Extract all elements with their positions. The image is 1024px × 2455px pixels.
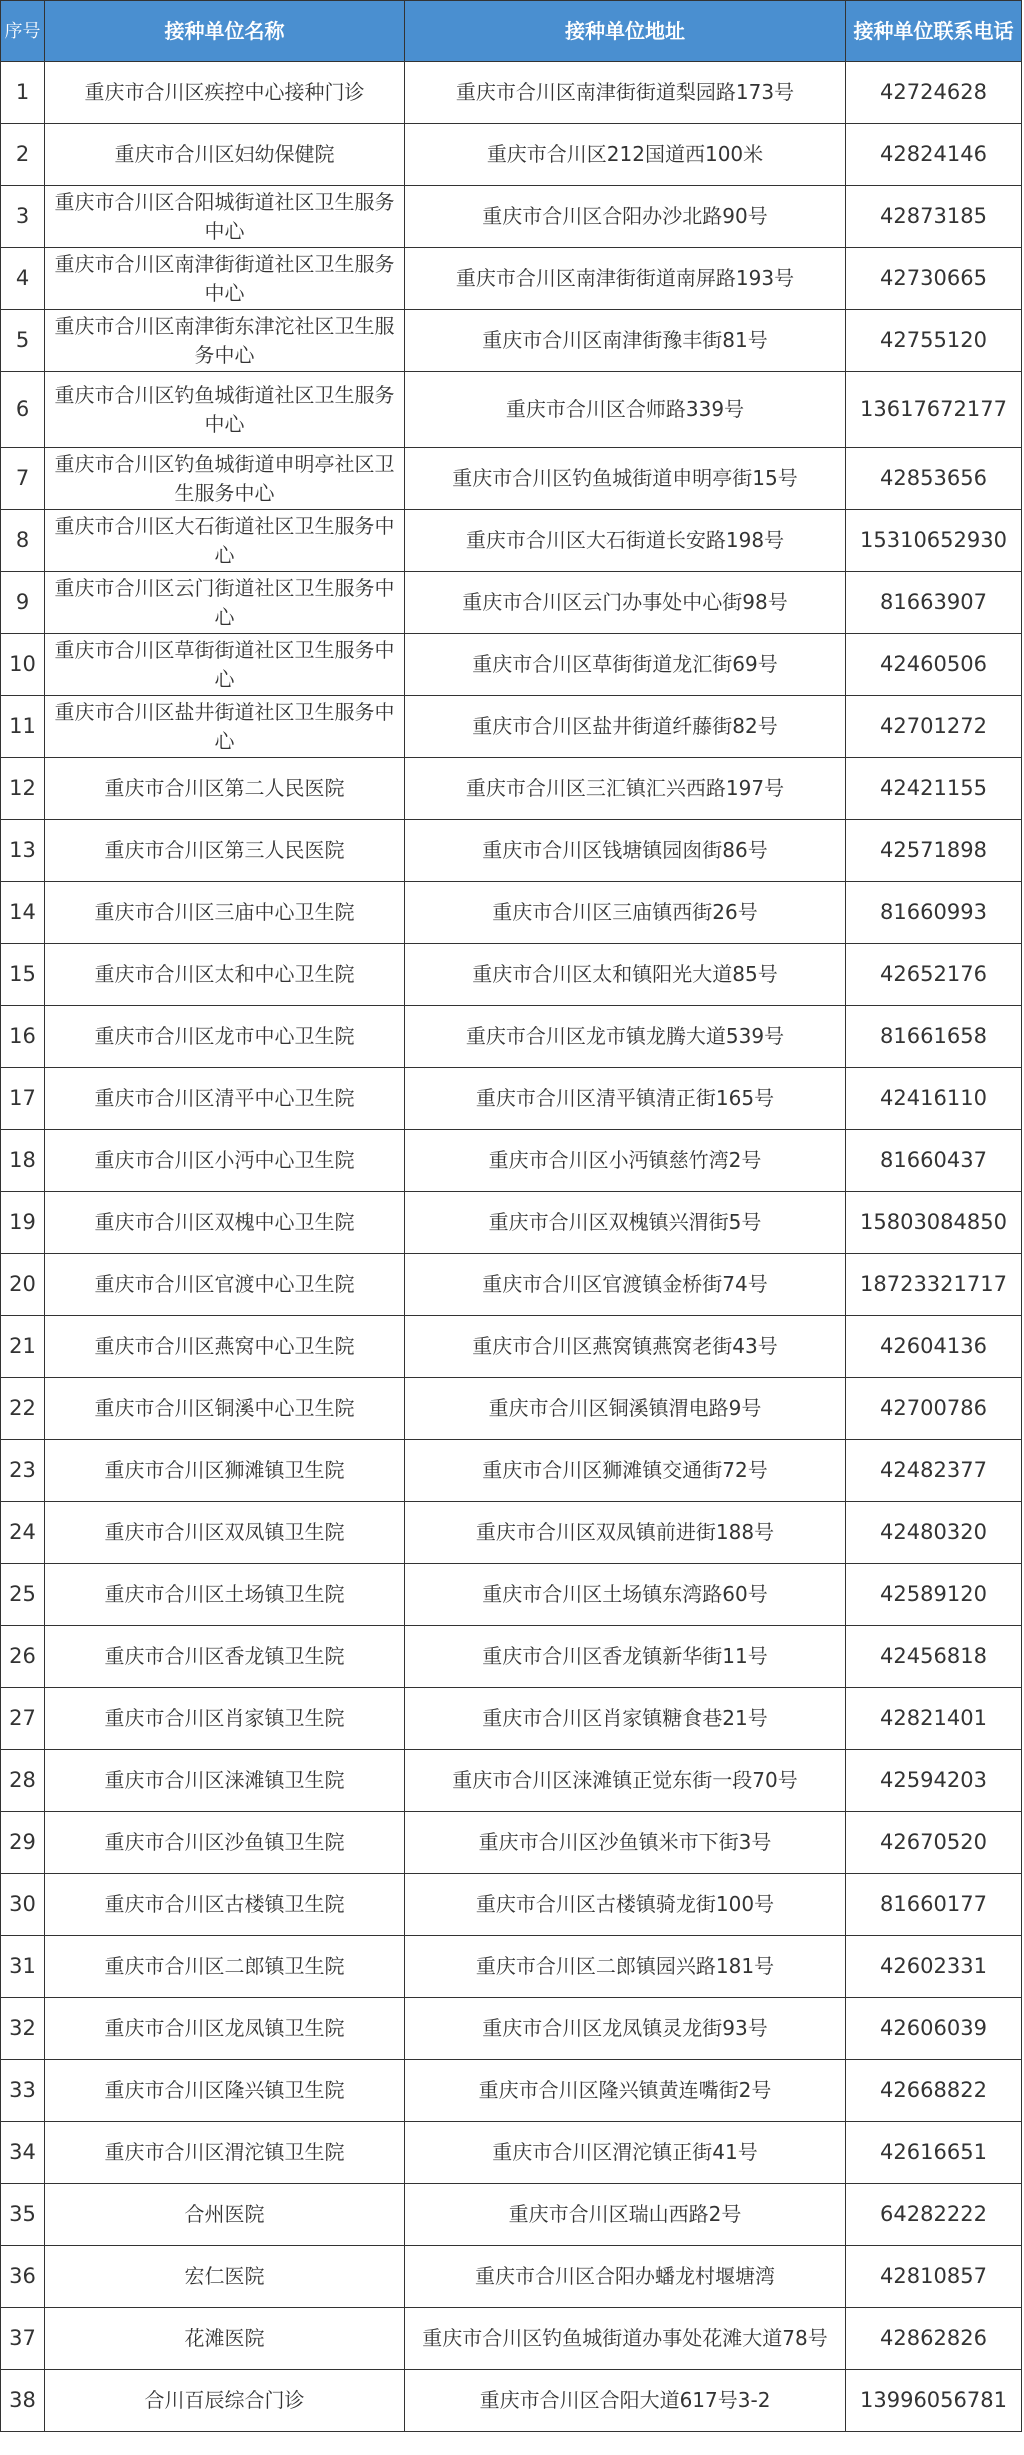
site-phone: 15310652930 <box>846 510 1022 572</box>
row-index: 19 <box>1 1192 45 1254</box>
table-row <box>1 882 1022 944</box>
site-name: 重庆市合川区草街街道社区卫生服务中心 <box>45 634 405 696</box>
site-phone: 13617672177 <box>846 372 1022 448</box>
site-address: 重庆市合川区盐井街道纤藤街82号 <box>405 696 846 758</box>
site-address: 重庆市合川区涞滩镇正觉东街一段70号 <box>405 1750 846 1812</box>
table-row <box>1 1316 1022 1378</box>
table-row <box>1 2060 1022 2122</box>
site-name: 重庆市合川区太和中心卫生院 <box>45 944 405 1006</box>
site-phone: 42416110 <box>846 1068 1022 1130</box>
table-row <box>1 1750 1022 1812</box>
row-index: 30 <box>1 1874 45 1936</box>
site-phone: 42456818 <box>846 1626 1022 1688</box>
table-row <box>1 944 1022 1006</box>
row-index: 9 <box>1 572 45 634</box>
table-row <box>1 1440 1022 1502</box>
header-name: 接种单位名称 <box>45 1 405 62</box>
table-row <box>1 696 1022 758</box>
site-phone: 42701272 <box>846 696 1022 758</box>
row-index: 8 <box>1 510 45 572</box>
header-address: 接种单位地址 <box>405 1 846 62</box>
site-phone: 42668822 <box>846 2060 1022 2122</box>
site-name: 重庆市合川区香龙镇卫生院 <box>45 1626 405 1688</box>
site-address: 重庆市合川区铜溪镇渭电路9号 <box>405 1378 846 1440</box>
table-row <box>1 1378 1022 1440</box>
row-index: 4 <box>1 248 45 310</box>
row-index: 37 <box>1 2308 45 2370</box>
site-address: 重庆市合川区古楼镇骑龙街100号 <box>405 1874 846 1936</box>
table-body <box>1 62 1022 2432</box>
site-address: 重庆市合川区双凤镇前进街188号 <box>405 1502 846 1564</box>
site-phone: 42480320 <box>846 1502 1022 1564</box>
site-phone: 42724628 <box>846 62 1022 124</box>
site-address: 重庆市合川区212国道西100米 <box>405 124 846 186</box>
row-index: 27 <box>1 1688 45 1750</box>
site-phone: 42700786 <box>846 1378 1022 1440</box>
table-row <box>1 820 1022 882</box>
site-name: 重庆市合川区妇幼保健院 <box>45 124 405 186</box>
table-row <box>1 510 1022 572</box>
site-name: 重庆市合川区铜溪中心卫生院 <box>45 1378 405 1440</box>
site-phone: 81660177 <box>846 1874 1022 1936</box>
site-address: 重庆市合川区合阳大道617号3-2 <box>405 2370 846 2432</box>
site-name: 重庆市合川区三庙中心卫生院 <box>45 882 405 944</box>
site-name: 重庆市合川区钓鱼城街道申明亭社区卫生服务中心 <box>45 448 405 510</box>
table-row <box>1 1564 1022 1626</box>
site-name: 重庆市合川区双凤镇卫生院 <box>45 1502 405 1564</box>
site-address: 重庆市合川区官渡镇金桥街74号 <box>405 1254 846 1316</box>
site-phone: 42594203 <box>846 1750 1022 1812</box>
table-row <box>1 2184 1022 2246</box>
site-address: 重庆市合川区钓鱼城街道申明亭街15号 <box>405 448 846 510</box>
row-index: 2 <box>1 124 45 186</box>
table-row <box>1 186 1022 248</box>
site-phone: 42730665 <box>846 248 1022 310</box>
site-name: 重庆市合川区清平中心卫生院 <box>45 1068 405 1130</box>
table-row <box>1 1688 1022 1750</box>
row-index: 34 <box>1 2122 45 2184</box>
table-row <box>1 2308 1022 2370</box>
site-name: 重庆市合川区龙凤镇卫生院 <box>45 1998 405 2060</box>
table-row <box>1 1068 1022 1130</box>
table-row <box>1 1502 1022 1564</box>
site-address: 重庆市合川区合阳办沙北路90号 <box>405 186 846 248</box>
row-index: 23 <box>1 1440 45 1502</box>
site-address: 重庆市合川区钓鱼城街道办事处花滩大道78号 <box>405 2308 846 2370</box>
site-address: 重庆市合川区龙市镇龙腾大道539号 <box>405 1006 846 1068</box>
row-index: 21 <box>1 1316 45 1378</box>
table-row <box>1 310 1022 372</box>
site-name: 花滩医院 <box>45 2308 405 2370</box>
row-index: 29 <box>1 1812 45 1874</box>
site-address: 重庆市合川区龙凤镇灵龙街93号 <box>405 1998 846 2060</box>
site-address: 重庆市合川区草街街道龙汇街69号 <box>405 634 846 696</box>
site-address: 重庆市合川区三庙镇西街26号 <box>405 882 846 944</box>
table-row <box>1 448 1022 510</box>
table-row <box>1 1254 1022 1316</box>
site-phone: 42873185 <box>846 186 1022 248</box>
site-name: 重庆市合川区钓鱼城街道社区卫生服务中心 <box>45 372 405 448</box>
site-name: 重庆市合川区古楼镇卫生院 <box>45 1874 405 1936</box>
site-phone: 81660993 <box>846 882 1022 944</box>
row-index: 38 <box>1 2370 45 2432</box>
site-name: 合州医院 <box>45 2184 405 2246</box>
row-index: 13 <box>1 820 45 882</box>
table-row <box>1 1936 1022 1998</box>
row-index: 18 <box>1 1130 45 1192</box>
site-name: 合川百辰综合门诊 <box>45 2370 405 2432</box>
row-index: 26 <box>1 1626 45 1688</box>
site-address: 重庆市合川区渭沱镇正街41号 <box>405 2122 846 2184</box>
site-phone: 42571898 <box>846 820 1022 882</box>
site-name: 重庆市合川区二郎镇卫生院 <box>45 1936 405 1998</box>
site-phone: 42460506 <box>846 634 1022 696</box>
site-address: 重庆市合川区瑞山西路2号 <box>405 2184 846 2246</box>
header-phone: 接种单位联系电话 <box>846 1 1022 62</box>
row-index: 14 <box>1 882 45 944</box>
table-row <box>1 124 1022 186</box>
row-index: 15 <box>1 944 45 1006</box>
site-name: 重庆市合川区大石街道社区卫生服务中心 <box>45 510 405 572</box>
table-row <box>1 758 1022 820</box>
table-row <box>1 62 1022 124</box>
row-index: 17 <box>1 1068 45 1130</box>
site-name: 重庆市合川区沙鱼镇卫生院 <box>45 1812 405 1874</box>
site-name: 重庆市合川区肖家镇卫生院 <box>45 1688 405 1750</box>
row-index: 11 <box>1 696 45 758</box>
site-name: 重庆市合川区隆兴镇卫生院 <box>45 2060 405 2122</box>
site-name: 重庆市合川区合阳城街道社区卫生服务中心 <box>45 186 405 248</box>
site-name: 重庆市合川区渭沱镇卫生院 <box>45 2122 405 2184</box>
site-phone: 42606039 <box>846 1998 1022 2060</box>
table-row <box>1 572 1022 634</box>
table-row <box>1 1006 1022 1068</box>
site-name: 重庆市合川区土场镇卫生院 <box>45 1564 405 1626</box>
site-name: 重庆市合川区疾控中心接种门诊 <box>45 62 405 124</box>
site-address: 重庆市合川区大石街道长安路198号 <box>405 510 846 572</box>
site-address: 重庆市合川区狮滩镇交通街72号 <box>405 1440 846 1502</box>
row-index: 32 <box>1 1998 45 2060</box>
site-address: 重庆市合川区太和镇阳光大道85号 <box>405 944 846 1006</box>
site-address: 重庆市合川区三汇镇汇兴西路197号 <box>405 758 846 820</box>
site-name: 重庆市合川区第三人民医院 <box>45 820 405 882</box>
row-index: 20 <box>1 1254 45 1316</box>
table-row <box>1 634 1022 696</box>
site-address: 重庆市合川区沙鱼镇米市下街3号 <box>405 1812 846 1874</box>
table-row <box>1 2370 1022 2432</box>
row-index: 7 <box>1 448 45 510</box>
site-address: 重庆市合川区钱塘镇园囱街86号 <box>405 820 846 882</box>
site-phone: 42862826 <box>846 2308 1022 2370</box>
site-phone: 18723321717 <box>846 1254 1022 1316</box>
table-row <box>1 1812 1022 1874</box>
site-phone: 81663907 <box>846 572 1022 634</box>
site-phone: 15803084850 <box>846 1192 1022 1254</box>
site-address: 重庆市合川区小沔镇慈竹湾2号 <box>405 1130 846 1192</box>
site-phone: 81661658 <box>846 1006 1022 1068</box>
header-index: 序号 <box>1 1 45 62</box>
site-name: 重庆市合川区双槐中心卫生院 <box>45 1192 405 1254</box>
table-row <box>1 248 1022 310</box>
row-index: 6 <box>1 372 45 448</box>
row-index: 3 <box>1 186 45 248</box>
site-name: 重庆市合川区涞滩镇卫生院 <box>45 1750 405 1812</box>
site-phone: 42604136 <box>846 1316 1022 1378</box>
site-address: 重庆市合川区云门办事处中心街98号 <box>405 572 846 634</box>
site-address: 重庆市合川区合师路339号 <box>405 372 846 448</box>
row-index: 36 <box>1 2246 45 2308</box>
site-name: 重庆市合川区南津街东津沱社区卫生服务中心 <box>45 310 405 372</box>
row-index: 22 <box>1 1378 45 1440</box>
site-name: 重庆市合川区盐井街道社区卫生服务中心 <box>45 696 405 758</box>
row-index: 33 <box>1 2060 45 2122</box>
site-address: 重庆市合川区二郎镇园兴路181号 <box>405 1936 846 1998</box>
row-index: 25 <box>1 1564 45 1626</box>
row-index: 5 <box>1 310 45 372</box>
site-phone: 42616651 <box>846 2122 1022 2184</box>
site-phone: 81660437 <box>846 1130 1022 1192</box>
site-phone: 42821401 <box>846 1688 1022 1750</box>
site-phone: 42824146 <box>846 124 1022 186</box>
site-phone: 42482377 <box>846 1440 1022 1502</box>
table-header-row <box>1 1 1022 62</box>
row-index: 31 <box>1 1936 45 1998</box>
site-address: 重庆市合川区肖家镇糖食巷21号 <box>405 1688 846 1750</box>
site-address: 重庆市合川区南津街街道梨园路173号 <box>405 62 846 124</box>
site-phone: 42421155 <box>846 758 1022 820</box>
site-phone: 42853656 <box>846 448 1022 510</box>
site-phone: 42589120 <box>846 1564 1022 1626</box>
site-phone: 42755120 <box>846 310 1022 372</box>
site-name: 重庆市合川区龙市中心卫生院 <box>45 1006 405 1068</box>
table-row <box>1 1874 1022 1936</box>
site-name: 重庆市合川区小沔中心卫生院 <box>45 1130 405 1192</box>
table-row <box>1 2246 1022 2308</box>
site-name: 重庆市合川区燕窝中心卫生院 <box>45 1316 405 1378</box>
table-row <box>1 2122 1022 2184</box>
site-name: 宏仁医院 <box>45 2246 405 2308</box>
row-index: 35 <box>1 2184 45 2246</box>
row-index: 12 <box>1 758 45 820</box>
table-row <box>1 1998 1022 2060</box>
site-phone: 64282222 <box>846 2184 1022 2246</box>
site-address: 重庆市合川区燕窝镇燕窝老街43号 <box>405 1316 846 1378</box>
site-address: 重庆市合川区南津街豫丰街81号 <box>405 310 846 372</box>
table-row <box>1 372 1022 448</box>
row-index: 24 <box>1 1502 45 1564</box>
site-phone: 42652176 <box>846 944 1022 1006</box>
site-address: 重庆市合川区香龙镇新华街11号 <box>405 1626 846 1688</box>
site-phone: 42670520 <box>846 1812 1022 1874</box>
site-address: 重庆市合川区清平镇清正街165号 <box>405 1068 846 1130</box>
site-address: 重庆市合川区合阳办蟠龙村堰塘湾 <box>405 2246 846 2308</box>
table-row <box>1 1130 1022 1192</box>
site-name: 重庆市合川区南津街街道社区卫生服务中心 <box>45 248 405 310</box>
site-address: 重庆市合川区南津街街道南屏路193号 <box>405 248 846 310</box>
table-row <box>1 1192 1022 1254</box>
site-address: 重庆市合川区双槐镇兴渭街5号 <box>405 1192 846 1254</box>
site-name: 重庆市合川区第二人民医院 <box>45 758 405 820</box>
row-index: 10 <box>1 634 45 696</box>
site-name: 重庆市合川区官渡中心卫生院 <box>45 1254 405 1316</box>
site-name: 重庆市合川区云门街道社区卫生服务中心 <box>45 572 405 634</box>
site-address: 重庆市合川区土场镇东湾路60号 <box>405 1564 846 1626</box>
site-name: 重庆市合川区狮滩镇卫生院 <box>45 1440 405 1502</box>
site-phone: 13996056781 <box>846 2370 1022 2432</box>
site-phone: 42810857 <box>846 2246 1022 2308</box>
row-index: 16 <box>1 1006 45 1068</box>
site-address: 重庆市合川区隆兴镇黄连嘴街2号 <box>405 2060 846 2122</box>
table-row <box>1 1626 1022 1688</box>
site-phone: 42602331 <box>846 1936 1022 1998</box>
row-index: 1 <box>1 62 45 124</box>
row-index: 28 <box>1 1750 45 1812</box>
